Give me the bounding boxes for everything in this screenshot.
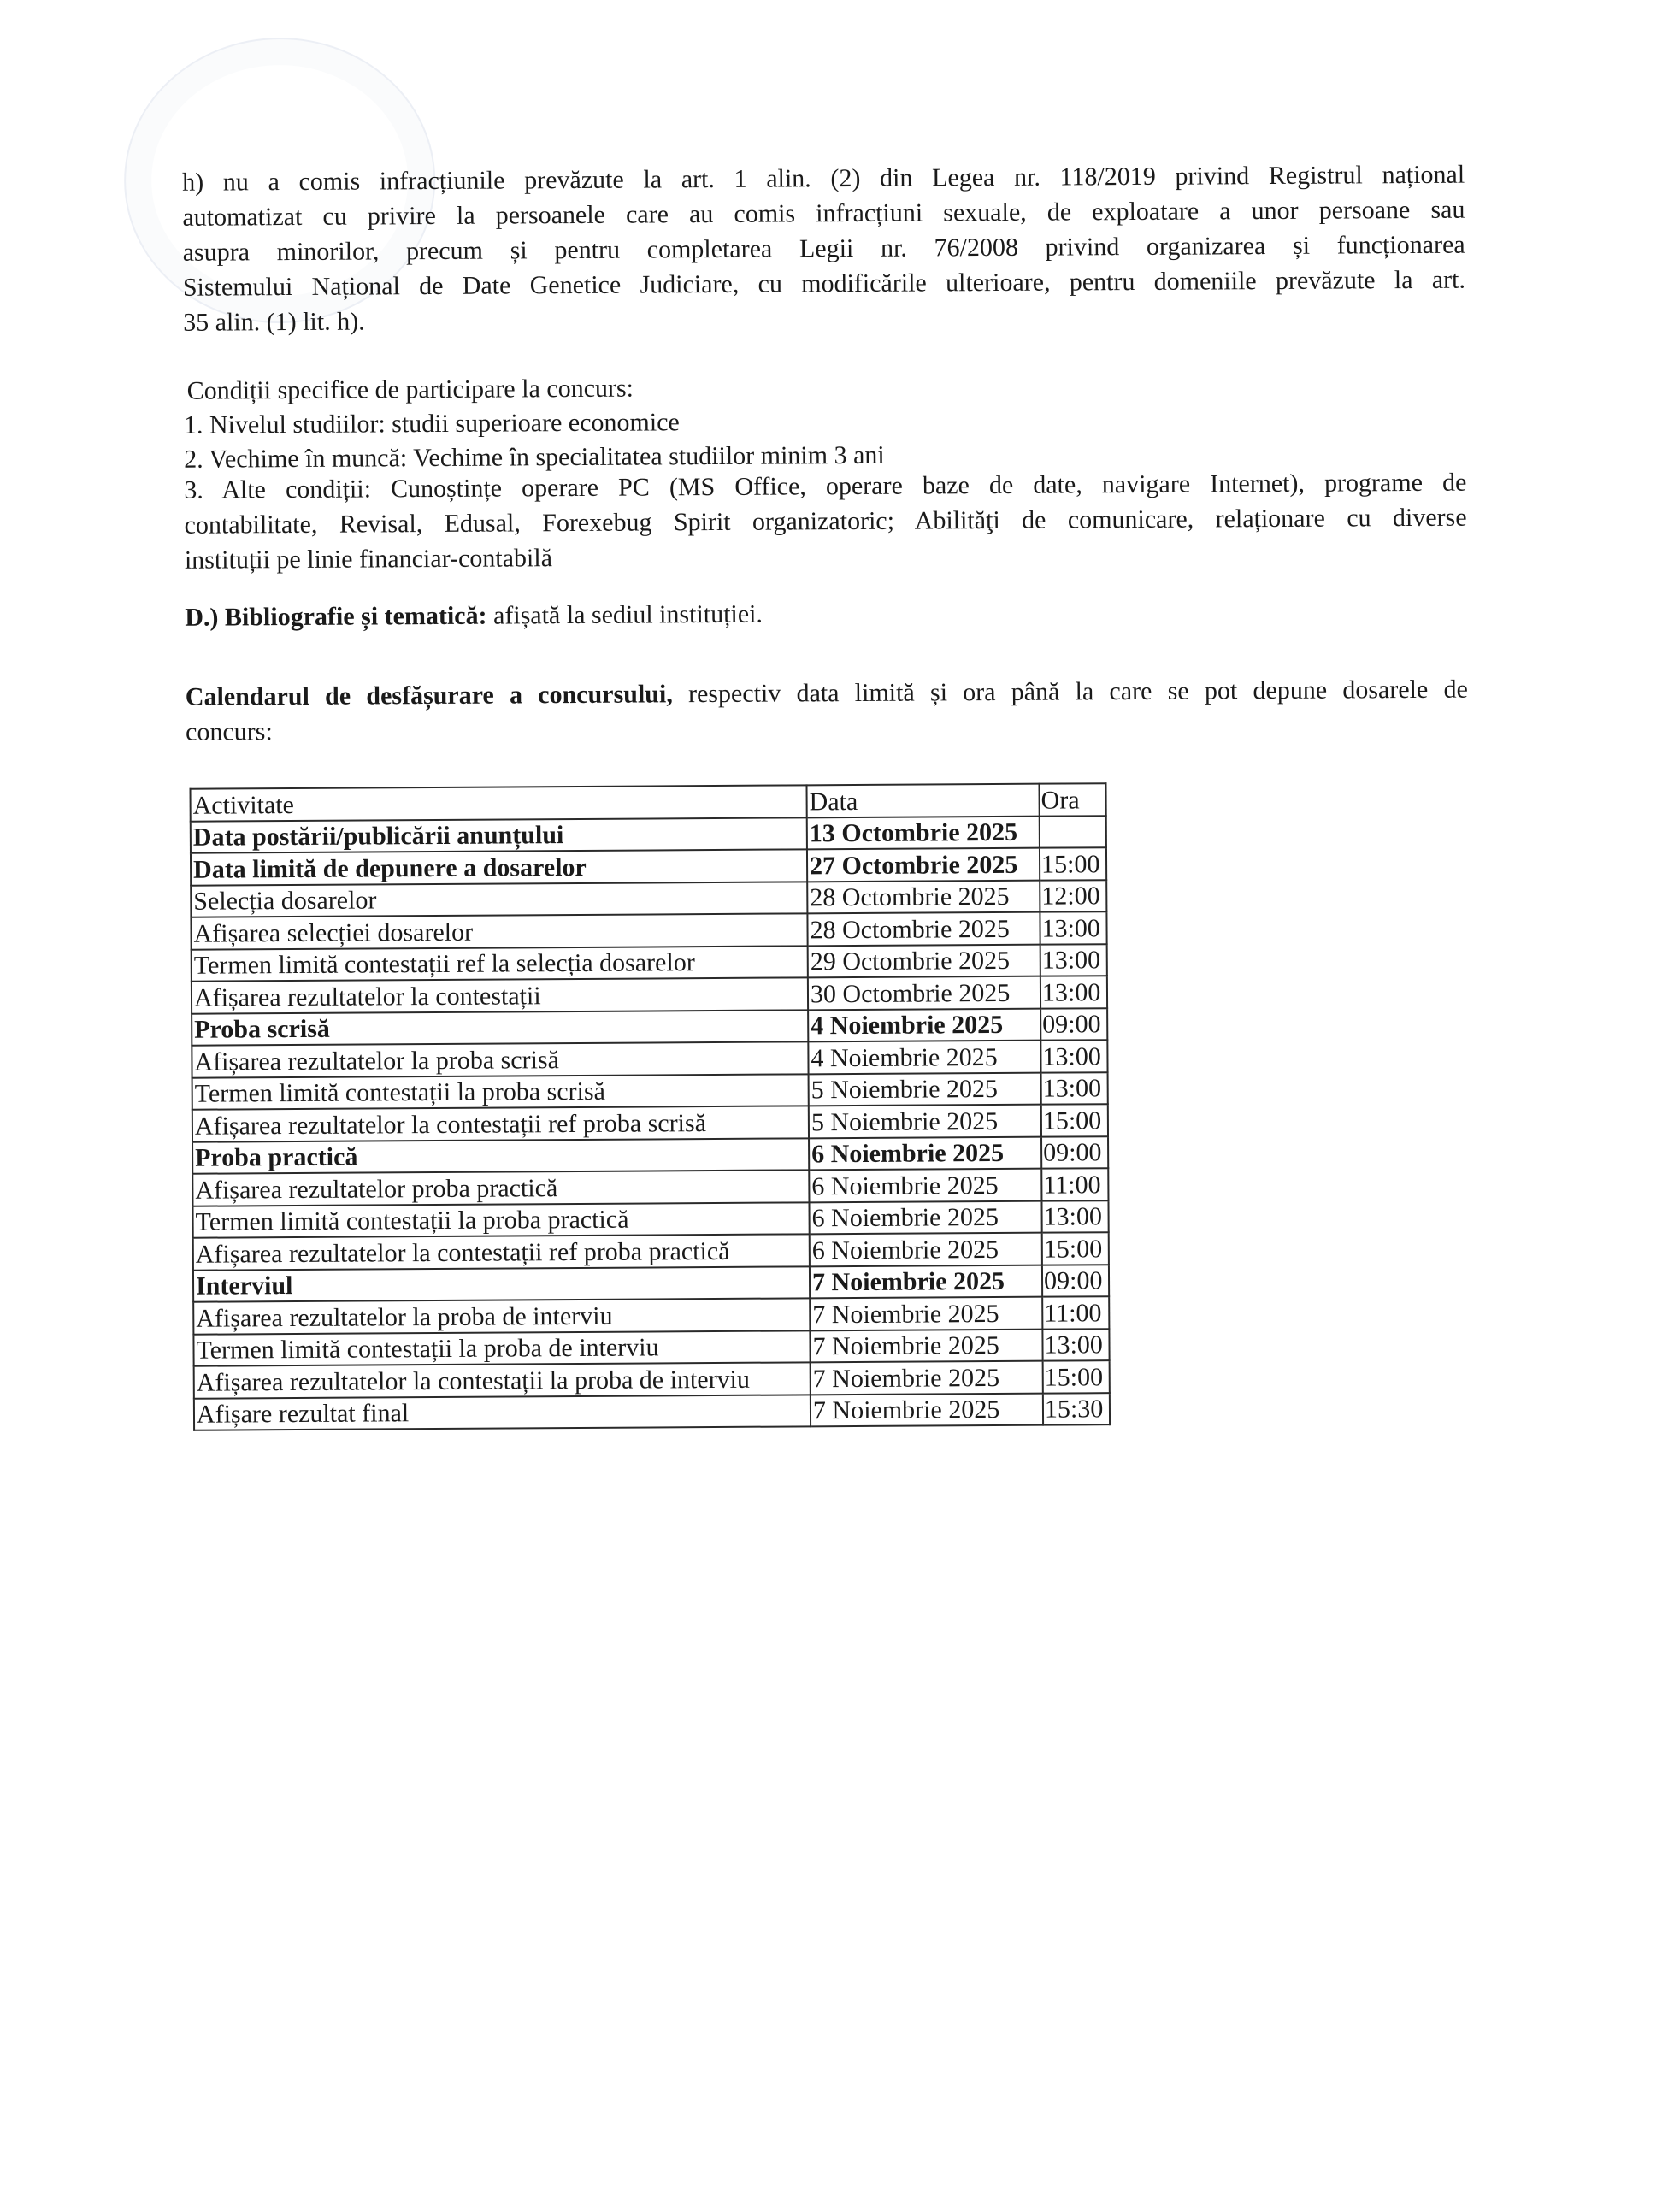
table-row (193, 1232, 1109, 1270)
cell-date: 5 Noiembrie 2025 (809, 1072, 1041, 1106)
text-line: Sistemului Național de Date Genetice Judiciare, cu modificările ulterioare, pentru domeniile prevăzute la art. (182, 265, 1466, 302)
cell-activity: Data limită de depunere a dosarelor (191, 849, 807, 885)
cell-date: 4 Noiembrie 2025 (808, 1041, 1040, 1074)
table-row (192, 1104, 1108, 1141)
cell-time: 15:00 (1042, 1232, 1109, 1265)
cell-activity: Afișarea selecției dosarelor (191, 913, 807, 949)
cell-time: 13:00 (1040, 1040, 1107, 1072)
table-row (192, 1072, 1108, 1110)
cell-date: 6 Noiembrie 2025 (809, 1200, 1041, 1234)
cell-date: 28 Octombrie 2025 (807, 880, 1040, 913)
table-row (192, 976, 1107, 1013)
text-line: instituții pe linie financiar-contabilă (184, 544, 553, 575)
cell-activity: Afișarea rezultatelor la proba scrisă (192, 1041, 808, 1077)
table-row (193, 1296, 1109, 1334)
text-line: h) nu a comis infracțiunile prevăzute la art. 1 alin. (2) din Legea nr. 118/2019 privind Registrul național (182, 160, 1465, 197)
text-line: concurs: (186, 717, 273, 746)
cell-date: 5 Noiembrie 2025 (809, 1105, 1041, 1138)
cell-activity: Termen limită contestații la proba scrisă (192, 1074, 809, 1110)
cell-time: 13:00 (1041, 1072, 1108, 1105)
cell-activity: Afișare rezultat final (194, 1395, 811, 1430)
table-row (193, 1265, 1109, 1302)
condition-seniority: 2. Vechime în muncă: Vechime în specialitatea studiilor minim 3 ani (184, 440, 885, 474)
cell-time: 15:00 (1043, 1360, 1110, 1393)
cell-time: 11:00 (1041, 1168, 1108, 1200)
table-row (194, 1360, 1110, 1398)
cell-time: 12:00 (1040, 880, 1106, 912)
cell-activity: Proba practică (192, 1138, 809, 1174)
cell-activity: Selecția dosarelor (191, 882, 807, 917)
header-date: Data (807, 784, 1040, 817)
cell-time: 13:00 (1040, 944, 1107, 976)
cell-activity: Termen limită contestații la proba de interviu (193, 1330, 810, 1366)
cell-time: 15:00 (1041, 1104, 1108, 1136)
cell-activity: Interviul (193, 1266, 810, 1302)
cell-time: 09:00 (1041, 1136, 1108, 1169)
cell-date: 13 Octombrie 2025 (807, 816, 1040, 849)
cell-time: 15:00 (1040, 847, 1106, 880)
specific-conditions-title: Condiții specifice de participare la concurs: (186, 374, 634, 405)
paragraph-condition-h (182, 157, 1465, 340)
cell-date: 4 Noiembrie 2025 (808, 1008, 1040, 1041)
cell-date: 7 Noiembrie 2025 (810, 1297, 1042, 1330)
cell-time: 15:30 (1043, 1393, 1110, 1425)
cell-date: 7 Noiembrie 2025 (810, 1329, 1042, 1362)
cell-activity: Afișarea rezultatelor la proba de interviu (193, 1298, 810, 1334)
cell-activity: Termen limită contestații ref la selecția dosarelor (192, 946, 808, 982)
bibliography-label: D.) Bibliografie și tematică: (185, 601, 487, 632)
table-row (192, 1008, 1107, 1046)
contest-calendar-table (190, 782, 1111, 1431)
cell-date: 6 Noiembrie 2025 (809, 1136, 1041, 1170)
table-row (191, 847, 1106, 885)
cell-activity: Termen limită contestații la proba practică (192, 1202, 809, 1238)
table-row (192, 1168, 1108, 1206)
text-line: automatizat cu privire la persoanele care au comis infracțiuni sexuale, de exploatare a unor persoane sau (182, 195, 1465, 232)
table-row (194, 1393, 1110, 1430)
cell-date: 30 Octombrie 2025 (808, 976, 1040, 1010)
header-time: Ora (1039, 783, 1105, 816)
cell-activity: Afișarea rezultatelor la contestații ref proba practică (193, 1234, 810, 1270)
cell-activity: Afișarea rezultatelor la contestații ref proba scrisă (192, 1106, 809, 1141)
table-header-row (191, 783, 1106, 821)
cell-activity: Afișarea rezultatelor proba practică (192, 1170, 809, 1206)
cell-time: 13:00 (1041, 1200, 1108, 1233)
table-row (192, 944, 1107, 982)
cell-date: 28 Octombrie 2025 (807, 912, 1040, 946)
cell-date: 6 Noiembrie 2025 (809, 1169, 1041, 1202)
cell-date: 27 Octombrie 2025 (807, 848, 1040, 882)
calendar-intro (186, 672, 1468, 750)
text-line: 35 alin. (1) lit. h). (183, 307, 365, 337)
cell-date: 7 Noiembrie 2025 (810, 1265, 1042, 1298)
table-row (191, 816, 1106, 853)
table-row (192, 1040, 1107, 1077)
cell-date: 6 Noiembrie 2025 (810, 1233, 1042, 1266)
calendar-intro-bold: Calendarul de desfășurare a concursului, (185, 680, 673, 711)
text-line: 3. Alte condiții: Cunoștințe operare PC (MS Office, operare baze de date, navigare Internet), programe de (184, 468, 1467, 504)
bibliography-line (185, 597, 763, 635)
condition-studies: 1. Nivelul studiilor: studii superioare economice (183, 408, 680, 439)
cell-activity: Afișarea rezultatelor la contestații (192, 977, 808, 1013)
cell-date: 29 Octombrie 2025 (808, 944, 1040, 977)
cell-time: 11:00 (1042, 1296, 1109, 1329)
cell-time: 09:00 (1040, 1008, 1107, 1041)
table-row (192, 1136, 1108, 1174)
cell-activity: Data postării/publicării anunțului (191, 817, 807, 853)
header-activity: Activitate (191, 785, 807, 821)
table-row (191, 911, 1106, 949)
table-row (191, 880, 1106, 917)
cell-time: 13:00 (1040, 911, 1106, 944)
text-line: asupra minorilor, precum și pentru completarea Legii nr. 76/2008 privind organizarea și funcționarea (182, 230, 1465, 267)
cell-activity: Afișarea rezultatelor la contestații la proba de interviu (194, 1362, 811, 1398)
condition-other (184, 465, 1467, 578)
cell-time (1040, 816, 1106, 848)
cell-time: 13:00 (1042, 1329, 1109, 1361)
cell-date: 7 Noiembrie 2025 (811, 1361, 1043, 1395)
cell-time: 13:00 (1040, 976, 1107, 1008)
cell-activity: Proba scrisă (192, 1010, 808, 1046)
table-row (192, 1200, 1108, 1238)
table-row (193, 1329, 1109, 1366)
calendar-intro-rest: respectiv data limită și ora până la care se pot depune dosarele de (672, 675, 1468, 709)
text-line: contabilitate, Revisal, Edusal, Forexebug Spirit organizatoric; Abilităţi de comunicare, relaționare cu diverse (184, 503, 1467, 540)
cell-time: 09:00 (1042, 1265, 1109, 1297)
cell-date: 7 Noiembrie 2025 (811, 1393, 1043, 1426)
bibliography-text: afișată la sediul instituției. (486, 599, 763, 630)
